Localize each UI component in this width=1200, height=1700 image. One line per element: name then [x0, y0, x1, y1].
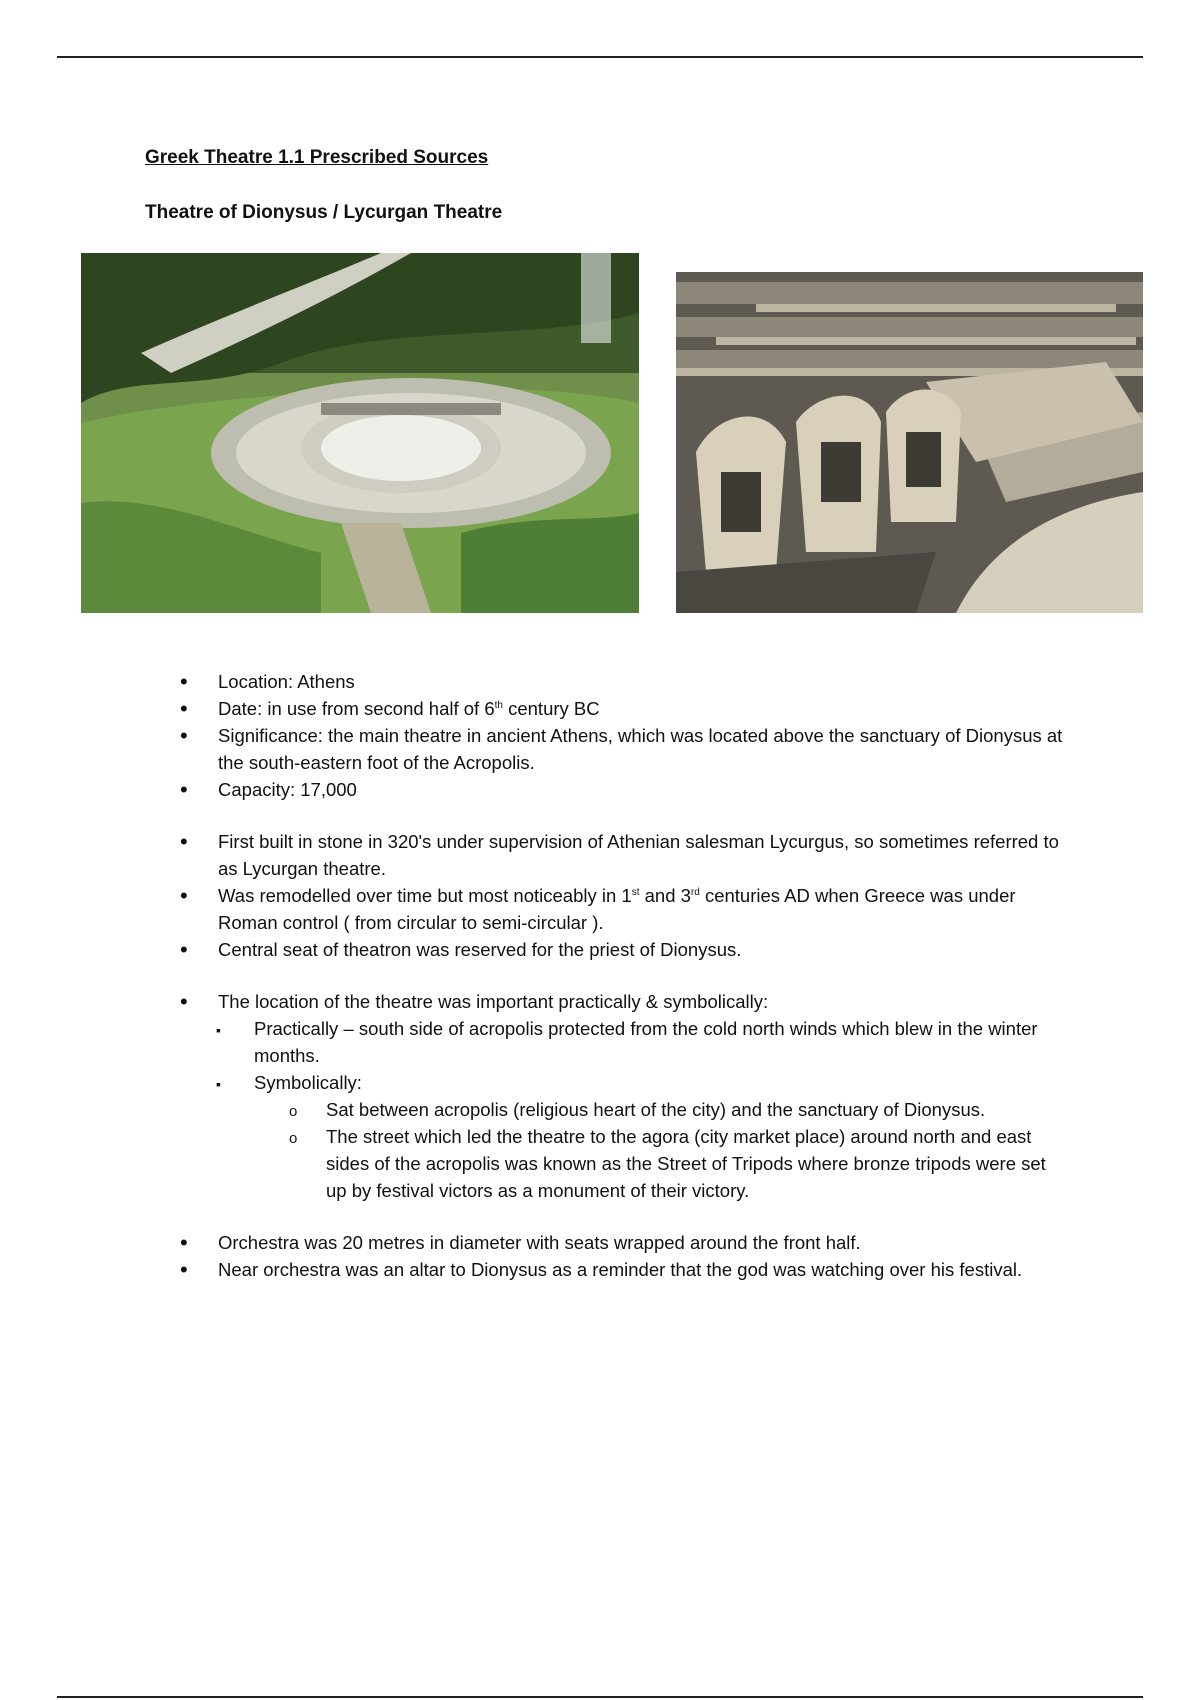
top-rule — [57, 56, 1143, 58]
square-bullet-icon — [216, 1069, 221, 1098]
list-item: • Central seat of theatron was reserved for the priest of Dionysus. — [170, 936, 1070, 963]
list-item: • Orchestra was 20 metres in diameter with seats wrapped around the front half. — [170, 1229, 1070, 1256]
bullet-icon — [180, 695, 188, 723]
document-subtitle: Theatre of Dionysus / Lycurgan Theatre — [145, 202, 503, 223]
bottom-rule — [57, 1696, 1143, 1698]
bullet-icon — [180, 776, 188, 804]
circle-bullet-icon — [289, 1096, 297, 1125]
bullet-icon — [180, 722, 188, 750]
bullet-icon — [180, 882, 188, 910]
bullet-icon — [180, 1229, 188, 1257]
list-item: • First built in stone in 320's under supervision of Athenian salesman Lycurgus, so sometimes referred to as Lycurgan theatre. — [170, 828, 1070, 882]
list-item: • Was remodelled over time but most noticeably in 1st and 3rd centuries AD when Greece was under Roman control ( from circular to semi-circular ). — [170, 882, 1070, 936]
bullet-icon — [180, 1256, 188, 1284]
bullet-icon — [180, 936, 188, 964]
theatre-seats-photo — [676, 272, 1143, 613]
list-item: o Sat between acropolis (religious heart of the city) and the sanctuary of Dionysus. — [170, 1096, 1070, 1123]
list-item: • Capacity: 17,000 — [170, 776, 1070, 803]
list-item: ▪ Symbolically: — [170, 1069, 1070, 1096]
bullet-icon — [180, 668, 188, 696]
list-item: • Date: in use from second half of 6th century BC — [170, 695, 1070, 722]
circle-bullet-icon — [289, 1123, 297, 1152]
bullet-icon — [180, 828, 188, 856]
square-bullet-icon — [216, 1015, 221, 1044]
list-item: ▪ Practically – south side of acropolis protected from the cold north winds which blew in the winter months. — [170, 1015, 1070, 1069]
notes-section — [170, 668, 1070, 1283]
bullet-icon — [180, 988, 188, 1016]
list-item: • Near orchestra was an altar to Dionysus as a reminder that the god was watching over his festival. — [170, 1256, 1070, 1283]
document-title: Greek Theatre 1.1 Prescribed Sources — [145, 147, 489, 168]
list-item: • Location: Athens — [170, 668, 1070, 695]
theatre-aerial-photo — [81, 253, 639, 613]
list-item: o The street which led the theatre to the agora (city market place) around north and east sides of the acropolis was known as the Street of Tripods where bronze tripods were set up by festival victors as a monument of their victory. — [170, 1123, 1070, 1204]
list-item: • Significance: the main theatre in ancient Athens, which was located above the sanctuary of Dionysus at the south-eastern foot of the Acropolis. — [170, 722, 1070, 776]
list-item: • The location of the theatre was important practically & symbolically: — [170, 988, 1070, 1015]
